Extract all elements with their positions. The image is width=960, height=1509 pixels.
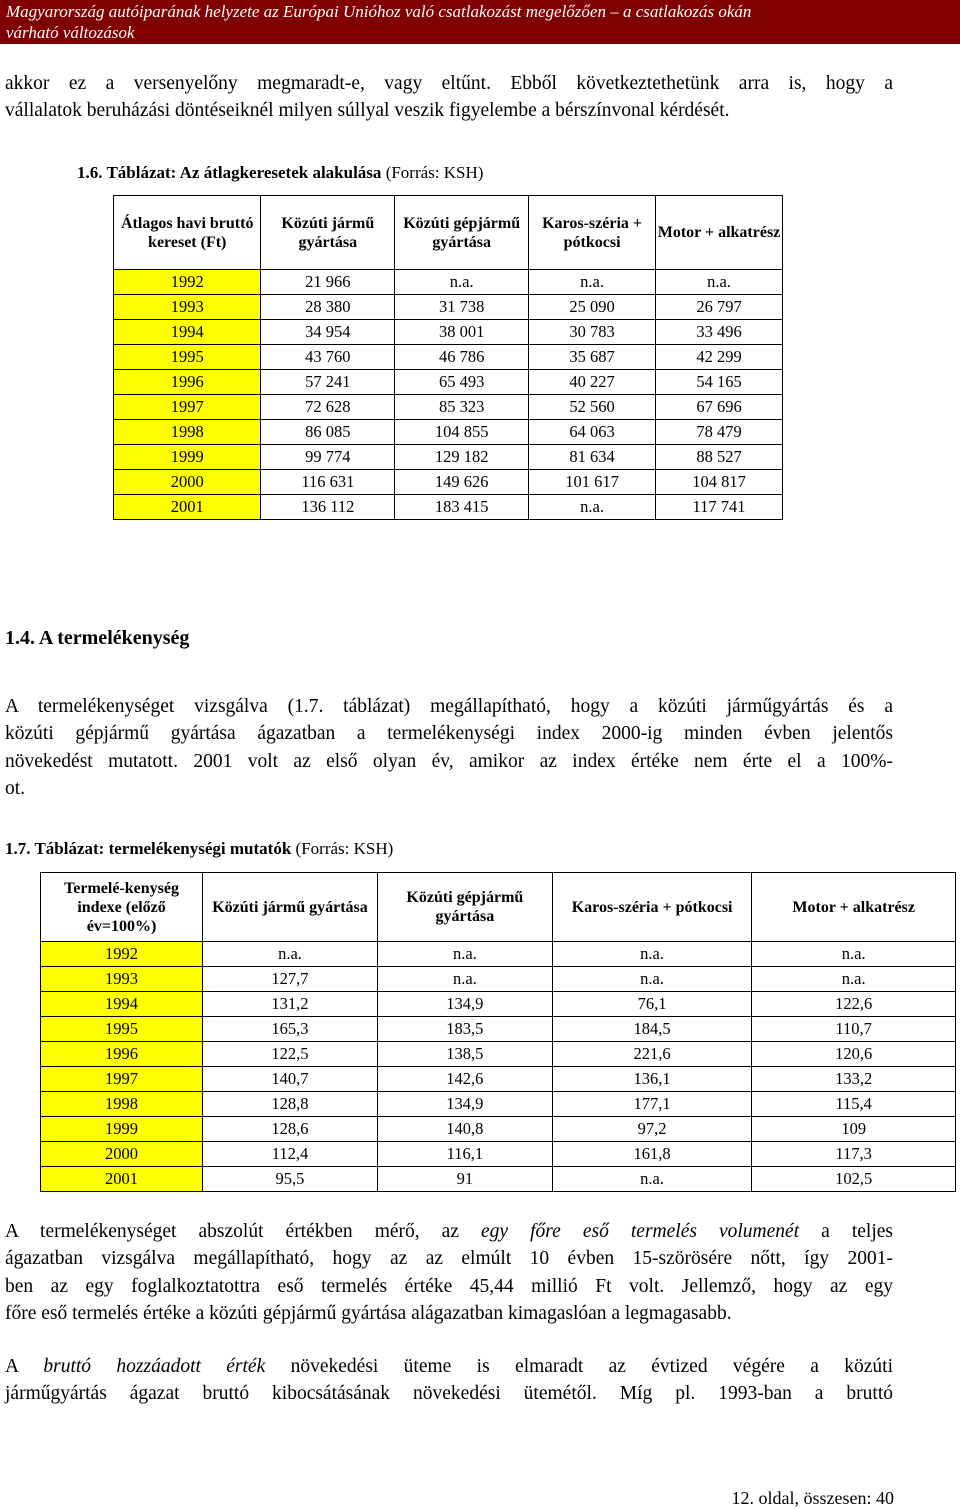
table2-row	[41, 1017, 956, 1042]
table1-value-cell: 88 527	[656, 445, 783, 470]
table2-value-cell: 76,1	[552, 992, 752, 1017]
table2-header-cell: Karos-széria + pótkocsi	[552, 873, 752, 942]
para3-line-1	[5, 1353, 893, 1380]
table1-year-cell: 1999	[114, 445, 261, 470]
document-header	[0, 0, 960, 44]
table1-year-cell: 1993	[114, 295, 261, 320]
table1-value-cell: 21 966	[261, 270, 395, 295]
table1-value-cell: n.a.	[529, 495, 656, 520]
table1-value-cell: 117 741	[656, 495, 783, 520]
table2-value-cell: n.a.	[552, 1167, 752, 1192]
para1-line-1: A termelékenységet vizsgálva (1.7. táblázat) megállapítható, hogy a közúti járműgyártás és a	[5, 696, 893, 717]
table1-value-cell: 30 783	[529, 320, 656, 345]
table2-value-cell: 109	[752, 1117, 956, 1142]
table2-value-cell: 128,8	[203, 1092, 378, 1117]
table2-value-cell: 136,1	[552, 1067, 752, 1092]
table1-value-cell: 67 696	[656, 395, 783, 420]
table2-caption-source: (Forrás: KSH)	[295, 839, 394, 858]
table2-row	[41, 942, 956, 967]
table1-value-cell: 104 817	[656, 470, 783, 495]
table2-header-cell: Közúti jármű gyártása	[203, 873, 378, 942]
table2-header-cell: Közúti gépjármű gyártása	[377, 873, 552, 942]
table2-header-cell: Termelé-kenység indexe (előző év=100%)	[41, 873, 203, 942]
para1-line-3: növekedést mutatott. 2001 volt az első olyan év, amikor az index értéke nem érte el a 100%-	[5, 750, 893, 772]
table1-year-cell: 1996	[114, 370, 261, 395]
table1-body	[114, 270, 783, 520]
table1-header-cell: Átlagos havi bruttó kereset (Ft)	[114, 196, 261, 270]
table1-value-cell: 81 634	[529, 445, 656, 470]
table1-value-cell: 99 774	[261, 445, 395, 470]
intro-paragraph	[5, 70, 893, 125]
table1-value-cell: 31 738	[395, 295, 529, 320]
table1-value-cell: 35 687	[529, 345, 656, 370]
table2-value-cell: n.a.	[377, 967, 552, 992]
table1-row	[114, 420, 783, 445]
intro-line-2: vállalatok beruházási döntéseiknél milyen súllyal veszik figyelembe a bérszínvonal kérdését.	[5, 100, 730, 122]
table2-year-cell: 1994	[41, 992, 203, 1017]
table2-row	[41, 1092, 956, 1117]
header-line-2: várható változások	[6, 23, 135, 42]
table1-value-cell: 64 063	[529, 420, 656, 445]
table1-value-cell: 104 855	[395, 420, 529, 445]
para1-line-2: közúti gépjármű gyártása ágazatban a termelékenységi index 2000-ig minden évben jelentős	[5, 723, 893, 745]
table1-year-cell: 1992	[114, 270, 261, 295]
table2-value-cell: 128,6	[203, 1117, 378, 1142]
table2-value-cell: 133,2	[752, 1067, 956, 1092]
table2-value-cell: n.a.	[752, 942, 956, 967]
table2-value-cell: 116,1	[377, 1142, 552, 1167]
table2-value-cell: 221,6	[552, 1042, 752, 1067]
table1-row	[114, 470, 783, 495]
table2-value-cell: 138,5	[377, 1042, 552, 1067]
para3-line-2: járműgyártás ágazat bruttó kibocsátásának növekedési ütemétől. Míg pl. 1993-ban a bruttó	[5, 1383, 893, 1405]
table2-caption	[5, 838, 393, 860]
table1-value-cell: 38 001	[395, 320, 529, 345]
table1-row	[114, 370, 783, 395]
table1-row	[114, 345, 783, 370]
para1-line-4: ot.	[5, 778, 26, 800]
table2-value-cell: 115,4	[752, 1092, 956, 1117]
table2-caption-title: 1.7. Táblázat: termelékenységi mutatók	[5, 839, 292, 858]
para2-line-1-b: a teljes	[799, 1221, 894, 1242]
table2-value-cell: 122,6	[752, 992, 956, 1017]
table2-value-cell: n.a.	[377, 942, 552, 967]
table2-header-row	[41, 873, 956, 942]
para3-line-1-a: A	[5, 1356, 44, 1377]
section-heading: 1.4. A termelékenység	[5, 627, 190, 649]
table1-value-cell: n.a.	[656, 270, 783, 295]
table2-year-cell: 1998	[41, 1092, 203, 1117]
table1-value-cell: 34 954	[261, 320, 395, 345]
table2-value-cell: 122,5	[203, 1042, 378, 1067]
table2-value-cell: 95,5	[203, 1167, 378, 1192]
table2-row	[41, 992, 956, 1017]
table2-value-cell: 161,8	[552, 1142, 752, 1167]
table1-value-cell: 129 182	[395, 445, 529, 470]
table2-row	[41, 1067, 956, 1092]
para2-line-3: ben az egy foglalkoztatottra eső termelés értéke 45,44 millió Ft volt. Jellemző, hogy az egy	[5, 1275, 893, 1297]
para2-line-2: ágazatban vizsgálva megállapítható, hogy az az elmúlt 10 évben 15-szörösére nőtt, így 2001-	[5, 1248, 893, 1270]
table1-value-cell: 183 415	[395, 495, 529, 520]
table2-value-cell: 97,2	[552, 1117, 752, 1142]
table2-value-cell: 142,6	[377, 1067, 552, 1092]
table2-value-cell: 102,5	[752, 1167, 956, 1192]
table2-row	[41, 967, 956, 992]
table2-year-cell: 1992	[41, 942, 203, 967]
table1-row	[114, 295, 783, 320]
table2-value-cell: n.a.	[752, 967, 956, 992]
table1-value-cell: 72 628	[261, 395, 395, 420]
table2-row	[41, 1142, 956, 1167]
table2-value-cell: 131,2	[203, 992, 378, 1017]
table2-year-cell: 1997	[41, 1067, 203, 1092]
table1-header-row	[114, 196, 783, 270]
para3-line-1-emphasis: bruttó hozzáadott érték	[43, 1356, 266, 1377]
table1-value-cell: 116 631	[261, 470, 395, 495]
para2-line-1-a: A termelékenységet abszolút értékben mérő, az	[5, 1221, 482, 1242]
table2-value-cell: 112,4	[203, 1142, 378, 1167]
table1-year-cell: 1995	[114, 345, 261, 370]
table1-row	[114, 395, 783, 420]
table1-row	[114, 495, 783, 520]
gross-value-added-paragraph	[5, 1353, 893, 1408]
table2-year-cell: 1999	[41, 1117, 203, 1142]
table1-value-cell: 25 090	[529, 295, 656, 320]
table2-value-cell: n.a.	[552, 942, 752, 967]
table2-year-cell: 2001	[41, 1167, 203, 1192]
table1-value-cell: 28 380	[261, 295, 395, 320]
table1-caption-title: 1.6. Táblázat: Az átlagkeresetek alakulása	[77, 163, 382, 182]
table1-value-cell: n.a.	[529, 270, 656, 295]
table1-value-cell: 43 760	[261, 345, 395, 370]
table1-value-cell: 149 626	[395, 470, 529, 495]
table1-header-cell: Karos-széria + pótkocsi	[529, 196, 656, 270]
table1-value-cell: 40 227	[529, 370, 656, 395]
table2-value-cell: 120,6	[752, 1042, 956, 1067]
table1-year-cell: 2000	[114, 470, 261, 495]
table2-value-cell: n.a.	[203, 942, 378, 967]
table2-header-cell: Motor + alkatrész	[752, 873, 956, 942]
table1-value-cell: 42 299	[656, 345, 783, 370]
table2-year-cell: 1995	[41, 1017, 203, 1042]
table2-row	[41, 1167, 956, 1192]
average-earnings-table	[113, 195, 783, 520]
table1-caption-source: (Forrás: KSH)	[385, 163, 484, 182]
table1-header-cell: Közúti jármű gyártása	[261, 196, 395, 270]
table1-year-cell: 1998	[114, 420, 261, 445]
table2-row	[41, 1117, 956, 1142]
productivity-paragraph	[5, 693, 893, 803]
table2-value-cell: 134,9	[377, 992, 552, 1017]
table2-value-cell: 134,9	[377, 1092, 552, 1117]
table1-value-cell: 33 496	[656, 320, 783, 345]
table2-value-cell: 117,3	[752, 1142, 956, 1167]
table2-value-cell: 127,7	[203, 967, 378, 992]
table2-value-cell: 110,7	[752, 1017, 956, 1042]
table2-value-cell: 183,5	[377, 1017, 552, 1042]
productivity-table	[40, 872, 956, 1192]
para2-line-1-emphasis: egy főre eső termelés volumenét	[481, 1221, 800, 1242]
table1-row	[114, 320, 783, 345]
table1-value-cell: 54 165	[656, 370, 783, 395]
table2-value-cell: 140,8	[377, 1117, 552, 1142]
table1-value-cell: 26 797	[656, 295, 783, 320]
table1-value-cell: 57 241	[261, 370, 395, 395]
table1-value-cell: 52 560	[529, 395, 656, 420]
table1-row	[114, 270, 783, 295]
table1-value-cell: 78 479	[656, 420, 783, 445]
table1-value-cell: 86 085	[261, 420, 395, 445]
table1-value-cell: 136 112	[261, 495, 395, 520]
table1-value-cell: 85 323	[395, 395, 529, 420]
table2-row	[41, 1042, 956, 1067]
table1-year-cell: 1997	[114, 395, 261, 420]
header-line-1: Magyarország autóiparának helyzete az Európai Unióhoz való csatlakozást megelőzően – a csatlakozás okán	[6, 2, 752, 21]
table1-year-cell: 1994	[114, 320, 261, 345]
table1-row	[114, 445, 783, 470]
para2-line-4: főre eső termelés értéke a közúti gépjármű gyártása alágazatban kimagaslóan a legmagasabb.	[5, 1303, 732, 1325]
page-number: 12. oldal, összesen: 40	[731, 1488, 894, 1508]
para2-line-1	[5, 1218, 893, 1245]
table1-year-cell: 2001	[114, 495, 261, 520]
absolute-productivity-paragraph	[5, 1218, 893, 1328]
table1-header-cell: Közúti gépjármű gyártása	[395, 196, 529, 270]
table2-year-cell: 2000	[41, 1142, 203, 1167]
table2-year-cell: 1996	[41, 1042, 203, 1067]
table1-value-cell: 46 786	[395, 345, 529, 370]
table2-value-cell: 140,7	[203, 1067, 378, 1092]
table2-value-cell: 91	[377, 1167, 552, 1192]
table2-value-cell: 177,1	[552, 1092, 752, 1117]
table2-year-cell: 1993	[41, 967, 203, 992]
table1-value-cell: n.a.	[395, 270, 529, 295]
table1-header-cell: Motor + alkatrész	[656, 196, 783, 270]
table2-body	[41, 942, 956, 1192]
intro-line-1: akkor ez a versenyelőny megmaradt-e, vagy eltűnt. Ebből következtethetünk arra is, hogy a	[5, 73, 893, 94]
table2-value-cell: n.a.	[552, 967, 752, 992]
table1-value-cell: 65 493	[395, 370, 529, 395]
para3-line-1-b: növekedési üteme is elmaradt az évtized végére a közúti	[265, 1356, 893, 1377]
table1-value-cell: 101 617	[529, 470, 656, 495]
table1-caption	[77, 162, 483, 184]
table2-value-cell: 165,3	[203, 1017, 378, 1042]
table2-value-cell: 184,5	[552, 1017, 752, 1042]
